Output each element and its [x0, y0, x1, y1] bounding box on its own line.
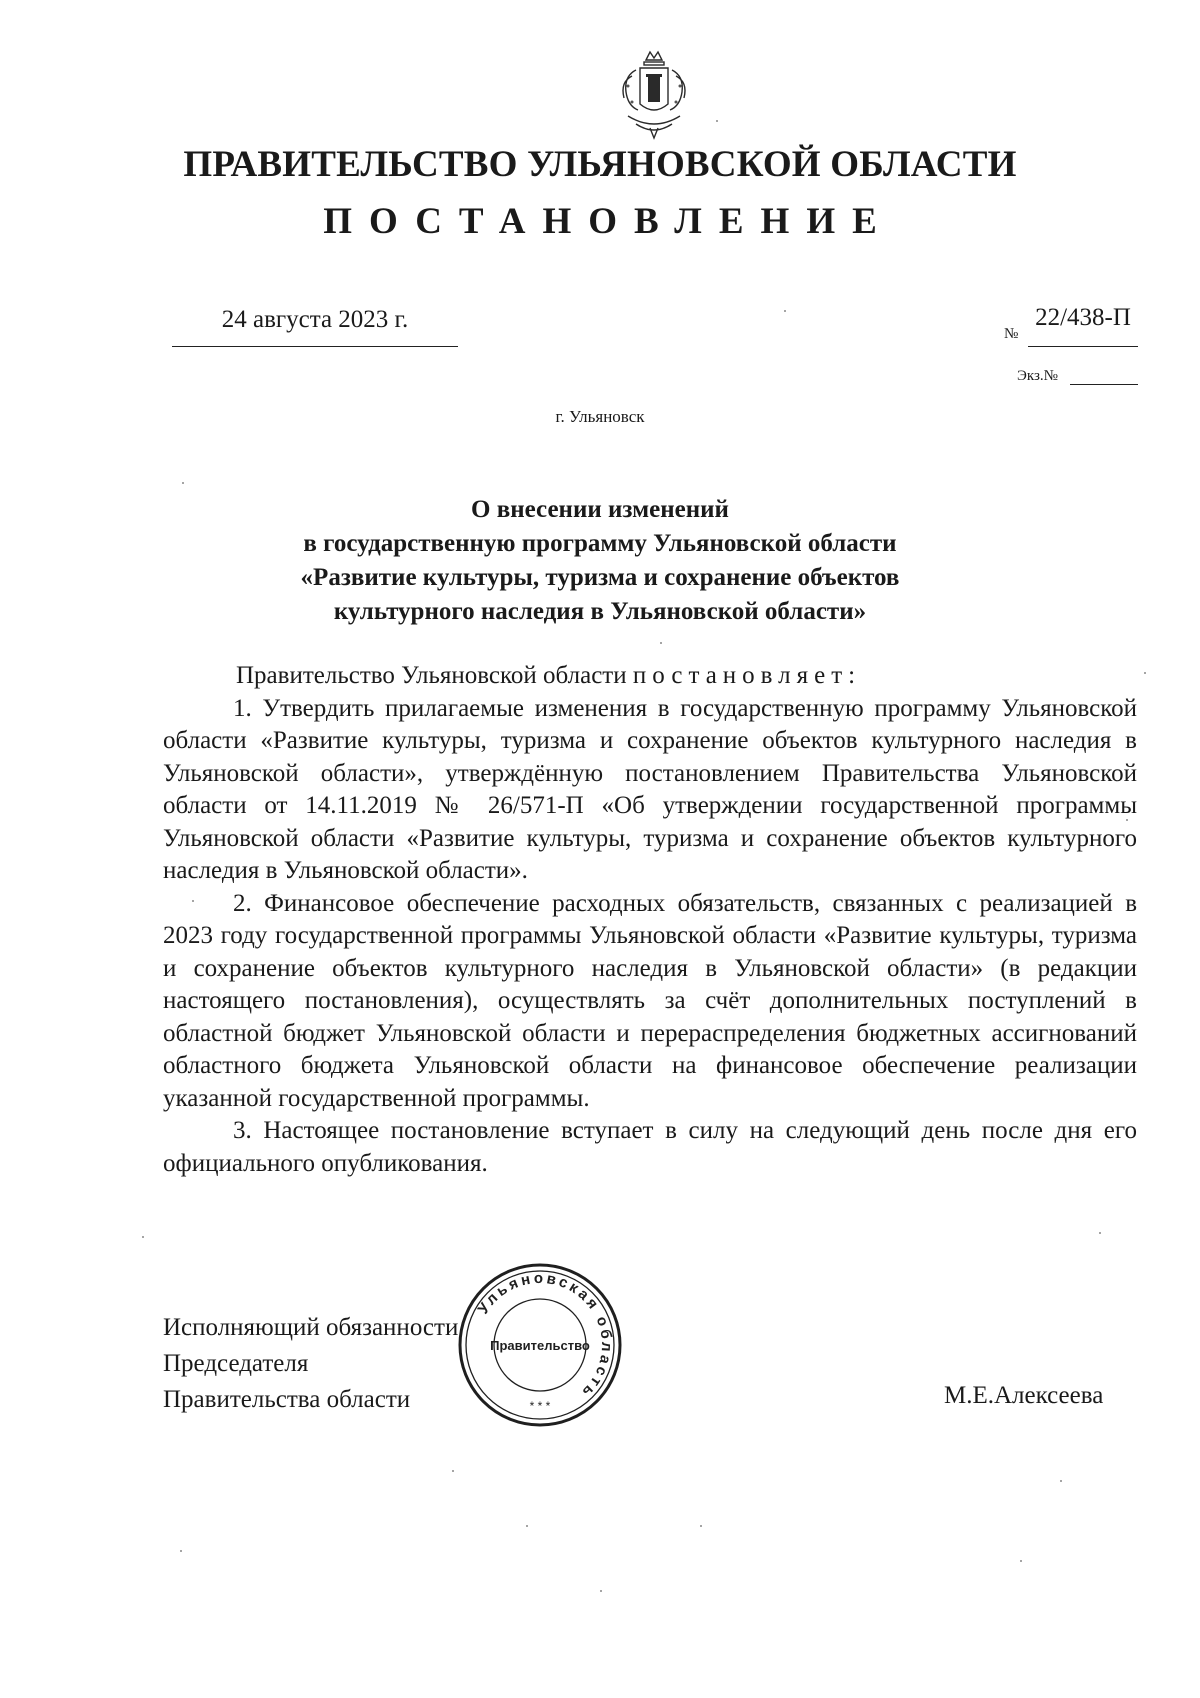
document-body — [163, 660, 1137, 1180]
date-underline — [172, 346, 458, 347]
copy-number-label: Экз.№ — [1017, 368, 1058, 384]
signature-block — [163, 1310, 458, 1418]
svg-text:Ульяновская область — [475, 1270, 616, 1402]
paragraph-1: 1. Утвердить прилагаемые изменения в государственную программу Ульяновской области «Развитие культуры, туризма и сохранение объектов культурного наследия в Ульяновской области», утверждённую постановлением Правительства Ульяновской области от 14.11.2019 № 26/571-П «Об утверждении государственной программы Ульяновской области «Развитие культуры, туризма и сохранение объектов культурного наследия в Ульяновской области». — [163, 694, 1137, 884]
signer-name: М.Е.Алексеева — [944, 1382, 1104, 1409]
signer-position-line: Председателя — [163, 1350, 309, 1377]
document-type: ПОСТАНОВЛЕНИЕ — [323, 201, 894, 242]
document-title — [200, 493, 1000, 629]
official-stamp-icon — [455, 1260, 625, 1430]
organization-name: ПРАВИТЕЛЬСТВО УЛЬЯНОВСКОЙ ОБЛАСТИ — [183, 144, 1017, 185]
document-date: 24 августа 2023 г. — [221, 306, 409, 333]
number-underline — [1028, 346, 1138, 347]
title-line: «Развитие культуры, туризма и сохранение объектов — [300, 564, 900, 591]
title-line: О внесении изменений — [471, 496, 729, 523]
intro-suffix: : — [848, 662, 856, 689]
intro-verb: постановляет — [632, 662, 849, 689]
stamp-ring-text: Ульяновская область — [474, 1269, 616, 1403]
city: г. Ульяновск — [555, 407, 645, 426]
intro-paragraph — [163, 660, 1137, 693]
intro-prefix: Правительство Ульяновской области — [236, 662, 633, 689]
document-number: 22/438-П — [1035, 304, 1131, 331]
stamp-center-text: Правительство — [490, 1338, 590, 1353]
paragraph-3: 3. Настоящее постановление вступает в силу на следующий день после дня его официального опубликования. — [163, 1117, 1137, 1177]
coat-of-arms-icon — [606, 46, 702, 146]
stamp-stars: * * * — [529, 1399, 551, 1413]
title-line: культурного наследия в Ульяновской области» — [333, 598, 867, 625]
copy-number-underline — [1070, 384, 1138, 385]
title-line: в государственную программу Ульяновской области — [303, 530, 897, 557]
signer-position-line: Правительства области — [163, 1386, 411, 1413]
number-sign: № — [1004, 326, 1019, 342]
paragraph-2: 2. Финансовое обеспечение расходных обязательств, связанных с реализацией в 2023 году государственной программы Ульяновской области «Развитие культуры, туризма и сохранение объектов культурного наследия в Ульяновской области» (в редакции настоящего постановления), осуществлять за счёт дополнительных поступлений в областной бюджет Ульяновской области и перераспределения бюджетных ассигнований областного бюджета Ульяновской области на финансовое обеспечение реализации указанной государственной программы. — [163, 889, 1137, 1112]
signer-position-line: Исполняющий обязанности — [163, 1314, 459, 1341]
